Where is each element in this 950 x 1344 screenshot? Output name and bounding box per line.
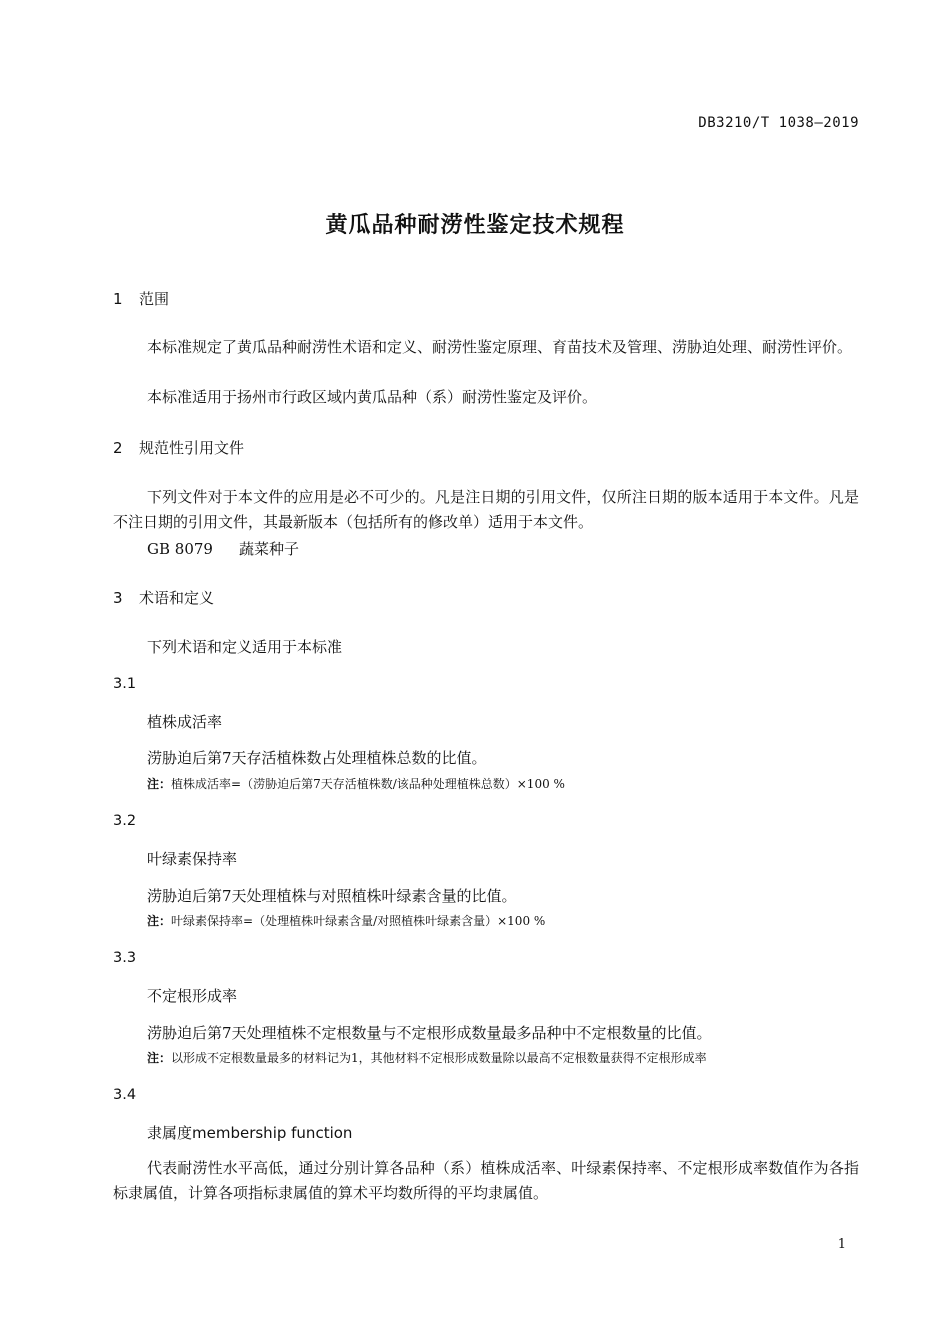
section-heading-scope xyxy=(113,288,169,309)
section-number: 3 xyxy=(113,589,123,607)
note-text: 叶绿素保持率=（处理植株叶绿素含量/对照植株叶绿素含量）×100 % xyxy=(171,914,546,928)
page-number: 1 xyxy=(837,1237,846,1252)
note-label: 注： xyxy=(147,1051,172,1065)
term-definition: 涝胁迫后第7天处理植株不定根数量与不定根形成数量最多品种中不定根数量的比值。 xyxy=(147,1024,712,1042)
term-number: 3.2 xyxy=(113,813,137,829)
term-note xyxy=(147,912,545,929)
document-title: 黄瓜品种耐涝性鉴定技术规程 xyxy=(325,213,625,238)
term-number: 3.3 xyxy=(113,950,137,966)
term-note xyxy=(147,1049,707,1066)
paragraph: 本标准规定了黄瓜品种耐涝性术语和定义、耐涝性鉴定原理、育苗技术及管理、涝胁迫处理、耐涝性评价。 xyxy=(147,338,853,356)
document-code: DB3210/T 1038—2019 xyxy=(698,115,859,131)
reference-code: GB 8079 xyxy=(147,540,213,558)
paragraph: 下列术语和定义适用于本标准 xyxy=(147,638,343,656)
section-title: 规范性引用文件 xyxy=(139,439,245,457)
section-title: 术语和定义 xyxy=(139,589,215,607)
paragraph: 本标准适用于扬州市行政区域内黄瓜品种（系）耐涝性鉴定及评价。 xyxy=(147,388,598,406)
section-number: 1 xyxy=(113,290,123,308)
note-label: 注： xyxy=(147,914,172,928)
term-number: 3.4 xyxy=(113,1087,137,1103)
reference-entry xyxy=(147,538,299,559)
term-name: 叶绿素保持率 xyxy=(147,850,238,868)
term-definition: 涝胁迫后第7天存活植株数占处理植株总数的比值。 xyxy=(147,749,487,767)
term-number: 3.1 xyxy=(113,676,137,692)
term-note xyxy=(147,775,565,792)
note-text: 植株成活率=（涝胁迫后第7天存活植株数/该品种处理植株总数）×100 % xyxy=(171,777,565,791)
note-label: 注： xyxy=(147,777,172,791)
reference-name: 蔬菜种子 xyxy=(238,540,299,558)
section-title: 范围 xyxy=(139,290,170,308)
term-name: 隶属度membership function xyxy=(147,1124,353,1142)
section-heading-normative-references xyxy=(113,437,244,458)
paragraph: 下列文件对于本文件的应用是必不可少的。凡是注日期的引用文件，仅所注日期的版本适用于本文件。凡是不注日期的引用文件，其最新版本（包括所有的修改单）适用于本文件。 xyxy=(113,488,859,531)
term-definition: 代表耐涝性水平高低，通过分别计算各品种（系）植株成活率、叶绿素保持率、不定根形成率数值作为各指标隶属值，计算各项指标隶属值的算术平均数所得的平均隶属值。 xyxy=(113,1159,859,1202)
section-heading-terms xyxy=(113,587,214,608)
section-number: 2 xyxy=(113,439,123,457)
term-definition: 涝胁迫后第7天处理植株与对照植株叶绿素含量的比值。 xyxy=(147,887,517,905)
term-name: 不定根形成率 xyxy=(147,987,238,1005)
term-name: 植株成活率 xyxy=(147,713,223,731)
note-text: 以形成不定根数量最多的材料记为1，其他材料不定根形成数量除以最高不定根数量获得不定根形成率 xyxy=(171,1051,707,1065)
